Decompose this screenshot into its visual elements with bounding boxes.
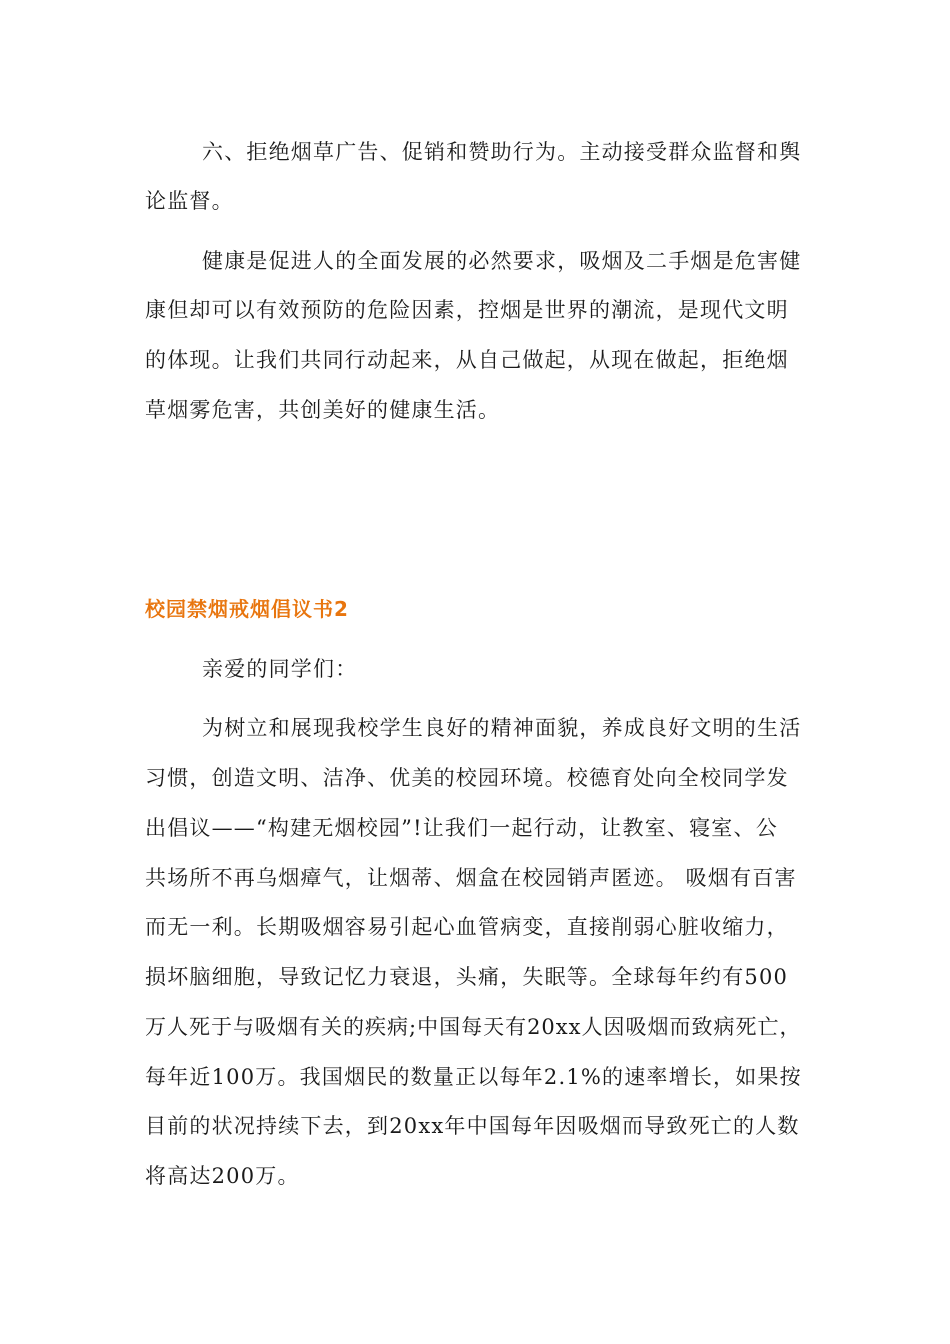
paragraph-line: 六、拒绝烟草广告、促销和赞助行为。主动接受群众监督和舆: [202, 140, 802, 164]
paragraph-line: 万人死于与吸烟有关的疾病;中国每天有20xx人因吸烟而致病死亡，: [145, 1015, 802, 1039]
greeting: 亲爱的同学们：: [202, 657, 358, 681]
paragraph-line: 康但却可以有效预防的危险因素，控烟是世界的潮流，是现代文明: [145, 298, 789, 322]
paragraph-line: 习惯，创造文明、洁净、优美的校园环境。校德育处向全校同学发: [145, 766, 789, 790]
paragraph-line: 出倡议——“构建无烟校园”!让我们一起行动，让教室、寝室、公: [145, 816, 778, 840]
paragraph-line: 健康是促进人的全面发展的必然要求，吸烟及二手烟是危害健: [202, 249, 802, 273]
paragraph-line: 损坏脑细胞，导致记忆力衰退，头痛，失眠等。全球每年约有500: [145, 965, 789, 989]
paragraph-line: 每年近100万。我国烟民的数量正以每年2.1%的速率增长，如果按: [145, 1065, 802, 1089]
section-heading: 校园禁烟戒烟倡议书2: [145, 597, 349, 621]
paragraph-line: 共场所不再乌烟瘴气，让烟蒂、烟盒在校园销声匿迹。 吸烟有百害: [145, 866, 797, 890]
paragraph-line: 的体现。让我们共同行动起来，从自己做起，从现在做起，拒绝烟: [145, 348, 789, 372]
paragraph-line: 草烟雾危害，共创美好的健康生活。: [145, 398, 501, 422]
paragraph-line: 为树立和展现我校学生良好的精神面貌，养成良好文明的生活: [202, 716, 802, 740]
paragraph-line: 论监督。: [145, 189, 234, 213]
paragraph-line: 而无一利。长期吸烟容易引起心血管病变，直接削弱心脏收缩力，: [145, 915, 789, 939]
paragraph-line: 目前的状况持续下去，到20xx年中国每年因吸烟而导致死亡的人数: [145, 1114, 800, 1138]
paragraph-line: 将高达200万。: [145, 1164, 300, 1188]
